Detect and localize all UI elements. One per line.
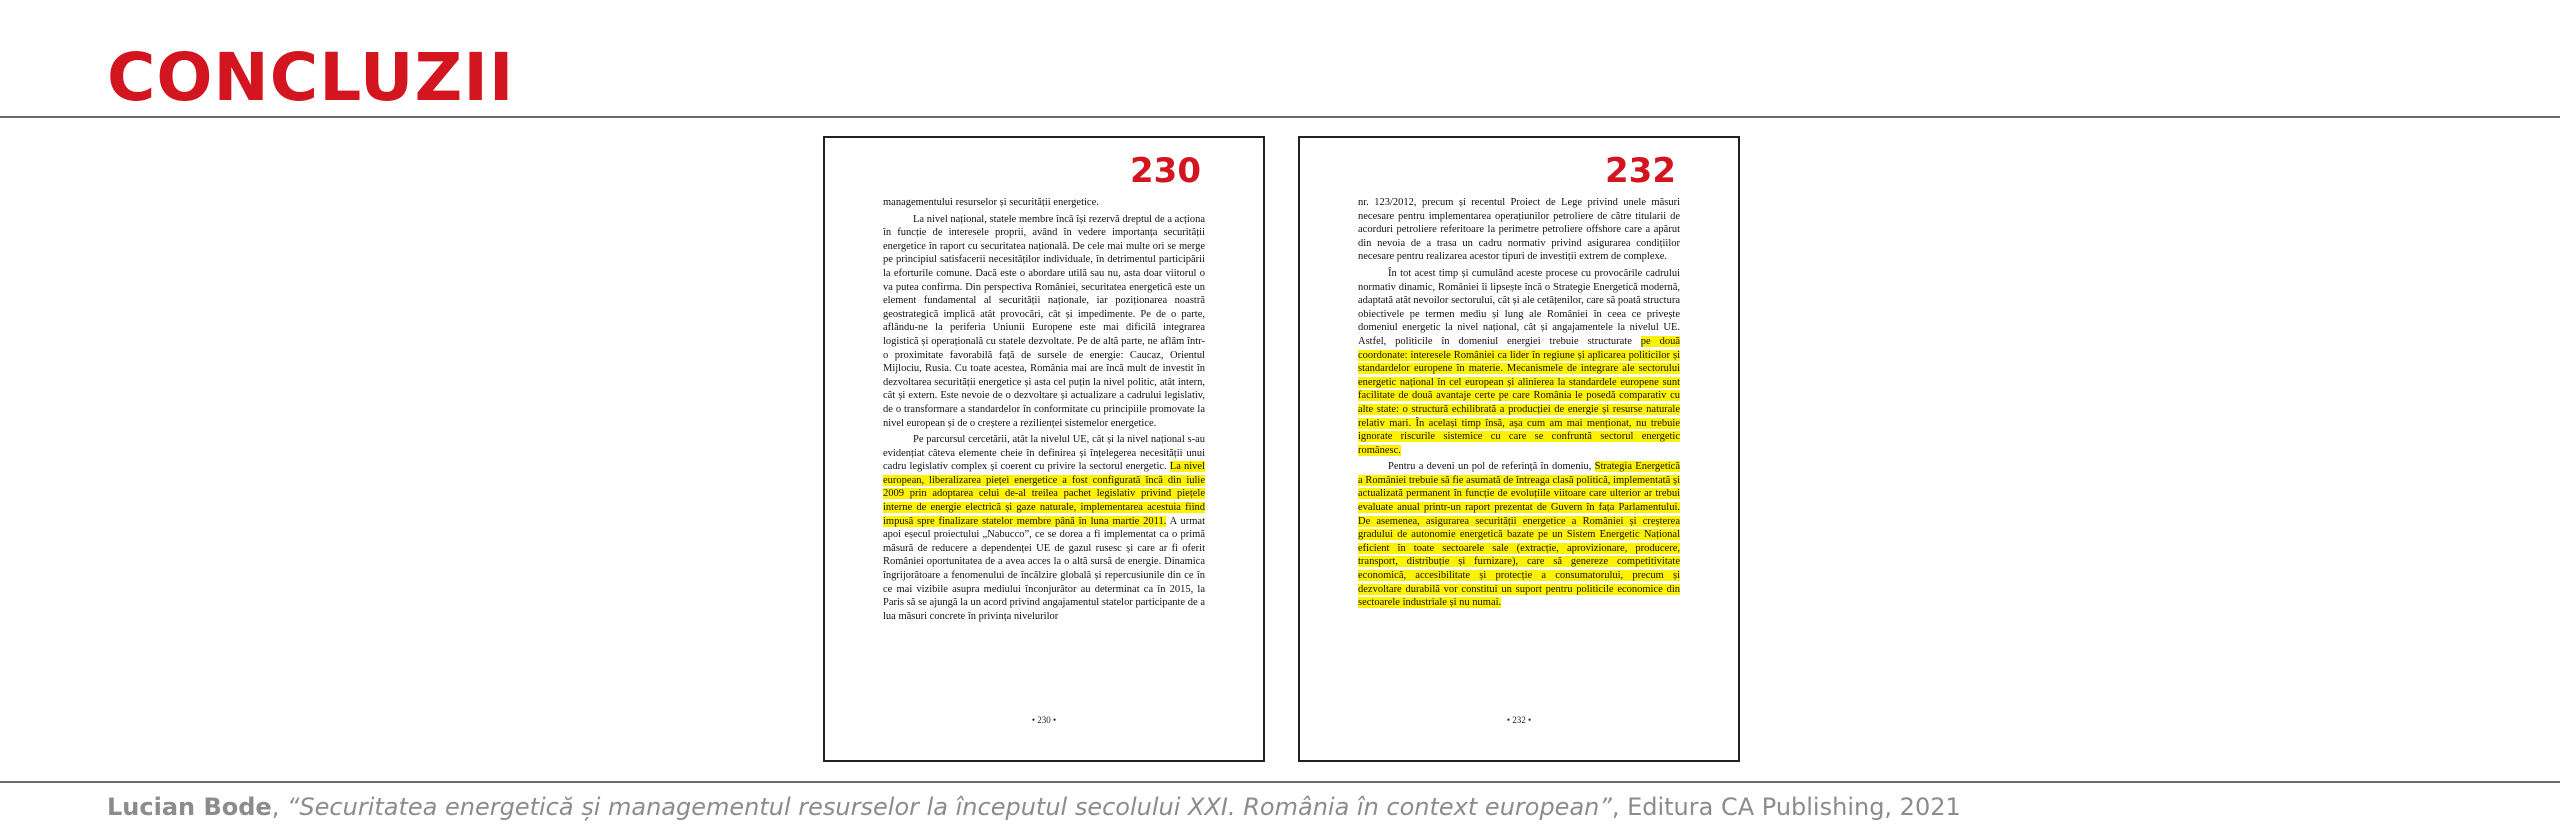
page-paragraph (883, 433, 1205, 623)
paragraph-text: În tot acest timp și cumulând aceste procese cu provocările cadrului normativ dinamic, României îi lipsește încă o Strategie Energetică modernă, adaptată atât nevoilor sectorului, cât și ale cetățenilor, care să poată structura obiectivele pe termen mediu și lung ale României în ceea ce privește domeniul energetic la nivel național, cât și angajamentele la nivelul UE. Astfel, politicile în domeniul energiei trebuie structurate (1358, 267, 1680, 347)
citation-separator: , (271, 793, 287, 821)
citation-publisher: , Editura CA Publishing, 2021 (1611, 793, 1961, 821)
page-number-label: 230 (1130, 151, 1201, 191)
paragraph-text: A urmat apoi eșecul proiectului „Nabucco”, ce se dorea a fi implementat ca o primă măsură de reducere a dependenței UE de gazul rusesc și care ar fi oferit României oportunitatea de a avea acces la o altă sursă de energie. Dinamica îngrijorătoare a fenomenului de încălzire globală și repercusiunile din ce în ce mai vizibile asupra mediului înconjurător au determinat ca în 2015, la Paris să se ajungă la un acord privind angajamentul statelor participante de a lua măsuri concrete în privința nivelurilor (883, 515, 1205, 622)
paragraph-text: La nivel național, statele membre încă își rezervă dreptul de a acționa în funcție de interesele proprii, având în vedere importanța securității energetice în raport cu securitatea națională. De cele mai multe ori se merge pe principiul satisfacerii necesităților individuale, în detrimentul participării la eforturile comune. Dacă este o abordare utilă sau nu, asta doar viitorul o va putea confirma. Din perspectiva României, securitatea energetică este un element fundamental al securității naționale, iar poziționarea noastră geostrategică implică atât provocări, cât și impedimente. Pe de o parte, aflându-ne la periferia Uniunii Europene este mai dificilă integrarea logistică și operațională cu statele dezvoltate. Pe de altă parte, ne aflăm într-o proximitate favorabilă față de sursele de energie: Caucaz, Orientul Mijlociu, Rusia. Cu toate acestea, România mai are încă mult de investit în dezvoltarea securității energetice și asta cel puțin la nivel politic, atât intern, cât și extern. Este nevoie de o dezvoltare și actualizare a cadrului legislativ, de o transformare a standardelor în conformitate cu principiile promovate la nivel european și de o creștere a rezilienței sistemelor energetice. (883, 213, 1205, 429)
page-folio: • 232 • (1506, 715, 1532, 725)
page-paragraph (883, 213, 1205, 431)
bottom-divider (0, 781, 2560, 783)
source-citation (107, 790, 1961, 824)
citation-author: Lucian Bode (107, 793, 272, 821)
highlighted-text: pe două coordonate: interesele României ca lider în regiune și aplicarea politicilor și standardelor europene în materie. Mecanismele de integrare ale sectorului energetic național în cel european și alinierea la standardele europene sunt facilitate de două avantaje certe pe care România le posedă comparativ cu alte state: o structură echilibrată a producției de energie și resurse naturale relativ mari. În același timp însă, așa cum am mai menționat, nu trebuie ignorate riscurile sistemice cu care se confruntă sectorul energetic românesc. (1358, 335, 1680, 456)
highlighted-text: La nivel european, liberalizarea pieței energetice a fost configurată încă din iulie 2009 prin adoptarea celui de-al treilea pachet legislativ privind piețele interne de energie electrică și gaze naturale, implementarea acestuia fiind impusă spre finalizare statelor membre până în luna martie 2011. (883, 461, 1205, 527)
slide-title: CONCLUZII (107, 39, 515, 116)
book-page-230 (823, 136, 1265, 762)
page-paragraph (883, 196, 1205, 210)
book-page-232 (1298, 136, 1740, 762)
paragraph-text: nr. 123/2012, precum și recentul Proiect de Lege privind unele măsuri necesare pentru implementarea operațiunilor petroliere de către titularii de acorduri petroliere referitoare la perimetre petroliere offshore care a apărut din nevoia de a trasa un cadru normativ privind asigurarea condițiilor necesare pentru realizarea acestor tipuri de investiții extrem de complexe. (1358, 197, 1680, 263)
page-paragraph (1358, 460, 1680, 610)
page-body-text (883, 196, 1205, 626)
page-paragraph (1358, 267, 1680, 457)
highlighted-text: Strategia Energetică a României trebuie să fie asumată de întreaga clasă politică, implementată și actualizată permanent în funcție de evoluțiile viitoare care ulterior ar trebui evaluate anual printr-un raport prezentat de Guvern în fața Parlamentului. De asemenea, asigurarea securității energetice a României și creșterea gradului de autonomie energetică bazate pe un Sistem Energetic Național eficient în toate sectoarele sale (extracție, aprovizionare, producere, transport, distribuție și furnizare), care să genereze competitivitate economică, accesibilitate și protecție a consumatorului, precum și dezvoltare durabilă vor constitui un suport pentru politicile economice din sectoarele industriale și nu numai. (1358, 461, 1680, 609)
page-paragraph (1358, 196, 1680, 264)
page-number-label: 232 (1605, 151, 1676, 191)
page-body-text (1358, 196, 1680, 613)
paragraph-text: Pe parcursul cercetării, atât la nivelul UE, cât și la nivel național s-au evidențiat câteva elemente cheie în definirea și înțelegerea necesității unui cadru legislativ complex și coerent cu privire la sectorul energetic. (883, 434, 1205, 473)
paragraph-text: managementului resurselor și securității energetice. (883, 197, 1099, 208)
paragraph-text: Pentru a deveni un pol de referință în domeniu, (1388, 461, 1595, 473)
citation-work-title: “Securitatea energetică și managementul resurselor la începutul secolului XXI. România în context european” (286, 793, 1612, 821)
page-folio: • 230 • (1031, 715, 1057, 725)
top-divider (0, 116, 2560, 118)
